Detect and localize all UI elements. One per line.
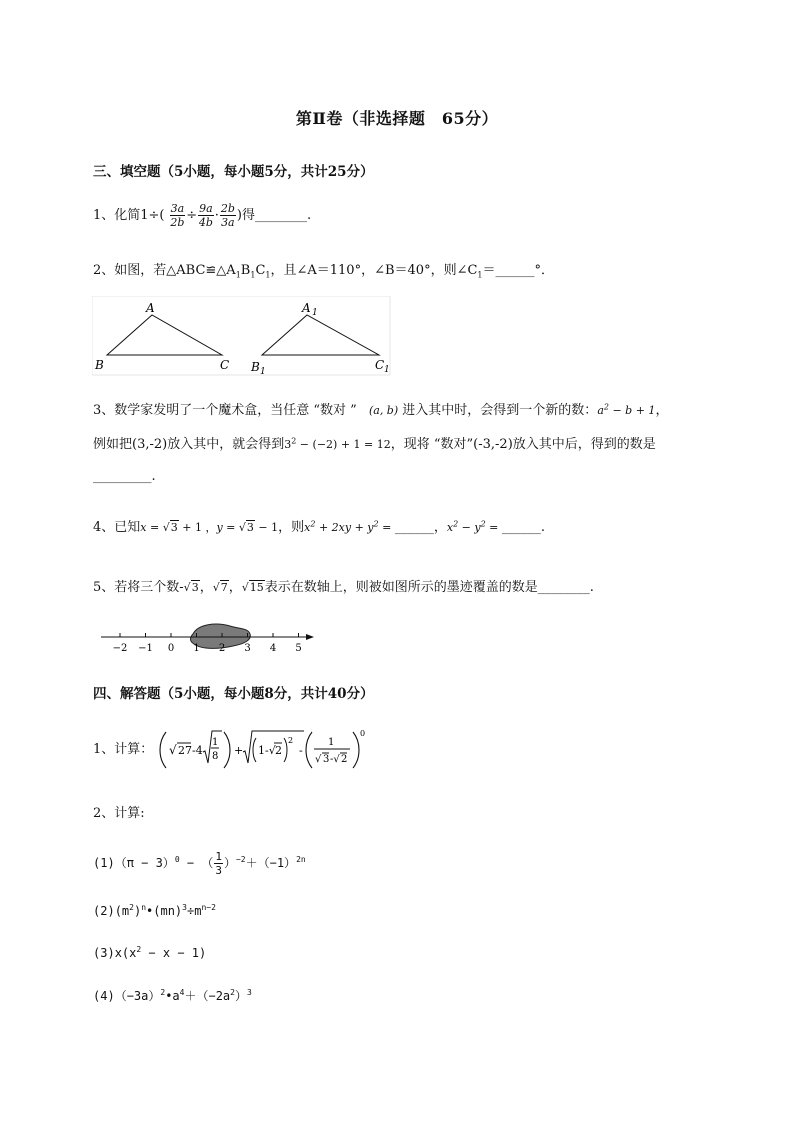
svg-text:1-√: 1-√ bbox=[258, 744, 276, 757]
label-C1: C bbox=[375, 358, 385, 372]
label-A: A bbox=[146, 301, 155, 315]
q4-blank-2: ______ bbox=[501, 520, 541, 535]
label-B1: B bbox=[251, 360, 260, 374]
svg-text:1: 1 bbox=[212, 737, 219, 748]
q2-text-b: B bbox=[240, 263, 251, 278]
label-A1: A bbox=[302, 301, 311, 315]
triangles-figure bbox=[92, 296, 392, 376]
q2-text-c: C bbox=[255, 263, 266, 278]
tick-label: 2 bbox=[218, 643, 226, 654]
label-C1-sub: 1 bbox=[384, 365, 390, 375]
label-B: B bbox=[95, 358, 104, 372]
tick-label: −2 bbox=[112, 643, 128, 654]
section-heading-answer: 四、解答题（5小题，每小题8分，共计40分） bbox=[93, 686, 374, 702]
fill-question-4: 4、已知x = √3 + 1 ，y = √3 − 1，则$x^2 + 2xy + y^2$ = ______，$x^2 - y^2$ = ______. bbox=[93, 519, 546, 535]
svg-text:8: 8 bbox=[212, 751, 219, 762]
label-B1-sub: 1 bbox=[260, 367, 266, 376]
svg-text:0: 0 bbox=[360, 729, 366, 738]
svg-text:2: 2 bbox=[341, 754, 348, 765]
item-2-label: (2) bbox=[93, 904, 115, 918]
calc-question-1 bbox=[93, 738, 153, 757]
tick-label: 5 bbox=[295, 643, 302, 654]
svg-text:2: 2 bbox=[288, 736, 294, 745]
q2-text-d: ，且∠A＝110°，∠B＝40°，则∠C bbox=[270, 263, 478, 278]
svg-text:+: + bbox=[234, 744, 244, 757]
tick-label: 0 bbox=[167, 643, 175, 654]
triangle-abc bbox=[107, 315, 222, 355]
svg-text:2: 2 bbox=[275, 744, 282, 757]
q4-blank-1: ______ bbox=[394, 520, 434, 535]
calc-item-2: $(2)(m^2)^n•(mn)^3\div m^{n-2}$ bbox=[93, 903, 216, 918]
fill-question-3-line-1: 3、数学家发明了一个魔术盒，当任意 “数对 ” (a, b) 进入其中时，会得到一个新的数：$a^2 - b + 1$， bbox=[93, 402, 669, 418]
svg-text:-: - bbox=[299, 744, 303, 757]
q3-answer-blank: _________. bbox=[93, 469, 156, 484]
q1-prefix: 1、化简1÷( bbox=[93, 208, 165, 223]
svg-text:3: 3 bbox=[323, 754, 330, 765]
svg-text:27: 27 bbox=[178, 744, 192, 757]
item-3-label: (3) bbox=[93, 946, 115, 960]
label-A1-sub: 1 bbox=[312, 308, 318, 318]
label-C: C bbox=[220, 358, 230, 372]
svg-text:√: √ bbox=[169, 743, 177, 757]
calc-q1-prefix: 1、计算： bbox=[93, 742, 154, 757]
q4-end: . bbox=[540, 520, 546, 535]
q3-line1-a: 3、数学家发明了一个魔术盒，当任意 “数对 ” bbox=[93, 403, 357, 418]
fill-question-3-line-2: 例如把(3,-2)放入其中，就会得到$3^2 - (-2) + 1 = 12$，现将 “数对”(-3,-2)放入其中后，得到的数是 bbox=[93, 436, 656, 452]
calc-item-3: $(3)x(x^2 - x - 1)$ bbox=[93, 945, 207, 960]
q4-prefix: 4、已知 bbox=[93, 520, 141, 535]
svg-text:-√: -√ bbox=[330, 754, 340, 765]
page-title: 第Ⅱ卷（非选择题 65分） bbox=[295, 109, 499, 128]
q3-line1-b: 进入其中时，会得到一个新的数： bbox=[402, 403, 598, 418]
fill-question-1: 1、化简1÷( $\frac{3a}{2b}$ ÷ $\frac{9a}{4b}$ · $\frac{2b}{3a}$ )得________. bbox=[93, 202, 312, 229]
svg-text:-4: -4 bbox=[192, 744, 203, 757]
calc-item-4: $(4)(-3a)^2•a^4+(-2a^2)^3$ bbox=[93, 988, 252, 1003]
tick-label: 1 bbox=[193, 643, 200, 654]
calc-question-2-label: 2、计算: bbox=[93, 806, 145, 821]
fill-question-5: 5、若将三个数-√3，√7，√15表示在数轴上，则被如图所示的墨迹覆盖的数是________. bbox=[93, 580, 594, 595]
q1-suffix: )得________. bbox=[236, 208, 312, 223]
tick-label: 3 bbox=[244, 643, 251, 654]
axis-arrow bbox=[306, 634, 314, 640]
calc-q1-expression bbox=[156, 728, 368, 772]
tick-label: −1 bbox=[138, 643, 153, 654]
section-heading-fill-blank: 三、填空题（5小题，每小题5分，共计25分） bbox=[93, 164, 374, 180]
q5-prefix: 5、若将三个数- bbox=[93, 580, 184, 595]
q4-mid: ，则 bbox=[278, 520, 305, 535]
item-4-label: (4) bbox=[93, 989, 115, 1003]
q3-line2-b: ，现将 “数对”(-3,-2)放入其中后，得到的数是 bbox=[390, 437, 656, 452]
item-1-label: (1) bbox=[93, 856, 115, 870]
number-line-figure bbox=[98, 620, 320, 656]
q2-text-a: 2、如图，若△ABC≌△A bbox=[93, 263, 236, 278]
svg-text:√: √ bbox=[315, 754, 322, 765]
tick-label: 4 bbox=[269, 643, 277, 654]
fill-question-2: 2、如图，若$\triangle ABC≌\triangle A_1B_1C_1$，且∠A＝110°，∠B＝40°，则$\angle C_1=\_\_\_\_\_\_^\circ$． bbox=[93, 263, 555, 280]
q5-suffix: 表示在数轴上，则被如图所示的墨迹覆盖的数是________. bbox=[264, 580, 594, 595]
triangle-a1b1c1 bbox=[262, 315, 379, 355]
svg-text:1: 1 bbox=[328, 737, 335, 748]
calc-item-1: $(1)(\pi - 3)^0$ − （ $\frac{1}{3}$ ）$^{-2}+(-1)^{2n}$ bbox=[93, 850, 306, 877]
q2-text-e: ＝______°． bbox=[482, 263, 555, 278]
q3-line2-a: 例如把(3,-2)放入其中，就会得到 bbox=[93, 437, 285, 452]
